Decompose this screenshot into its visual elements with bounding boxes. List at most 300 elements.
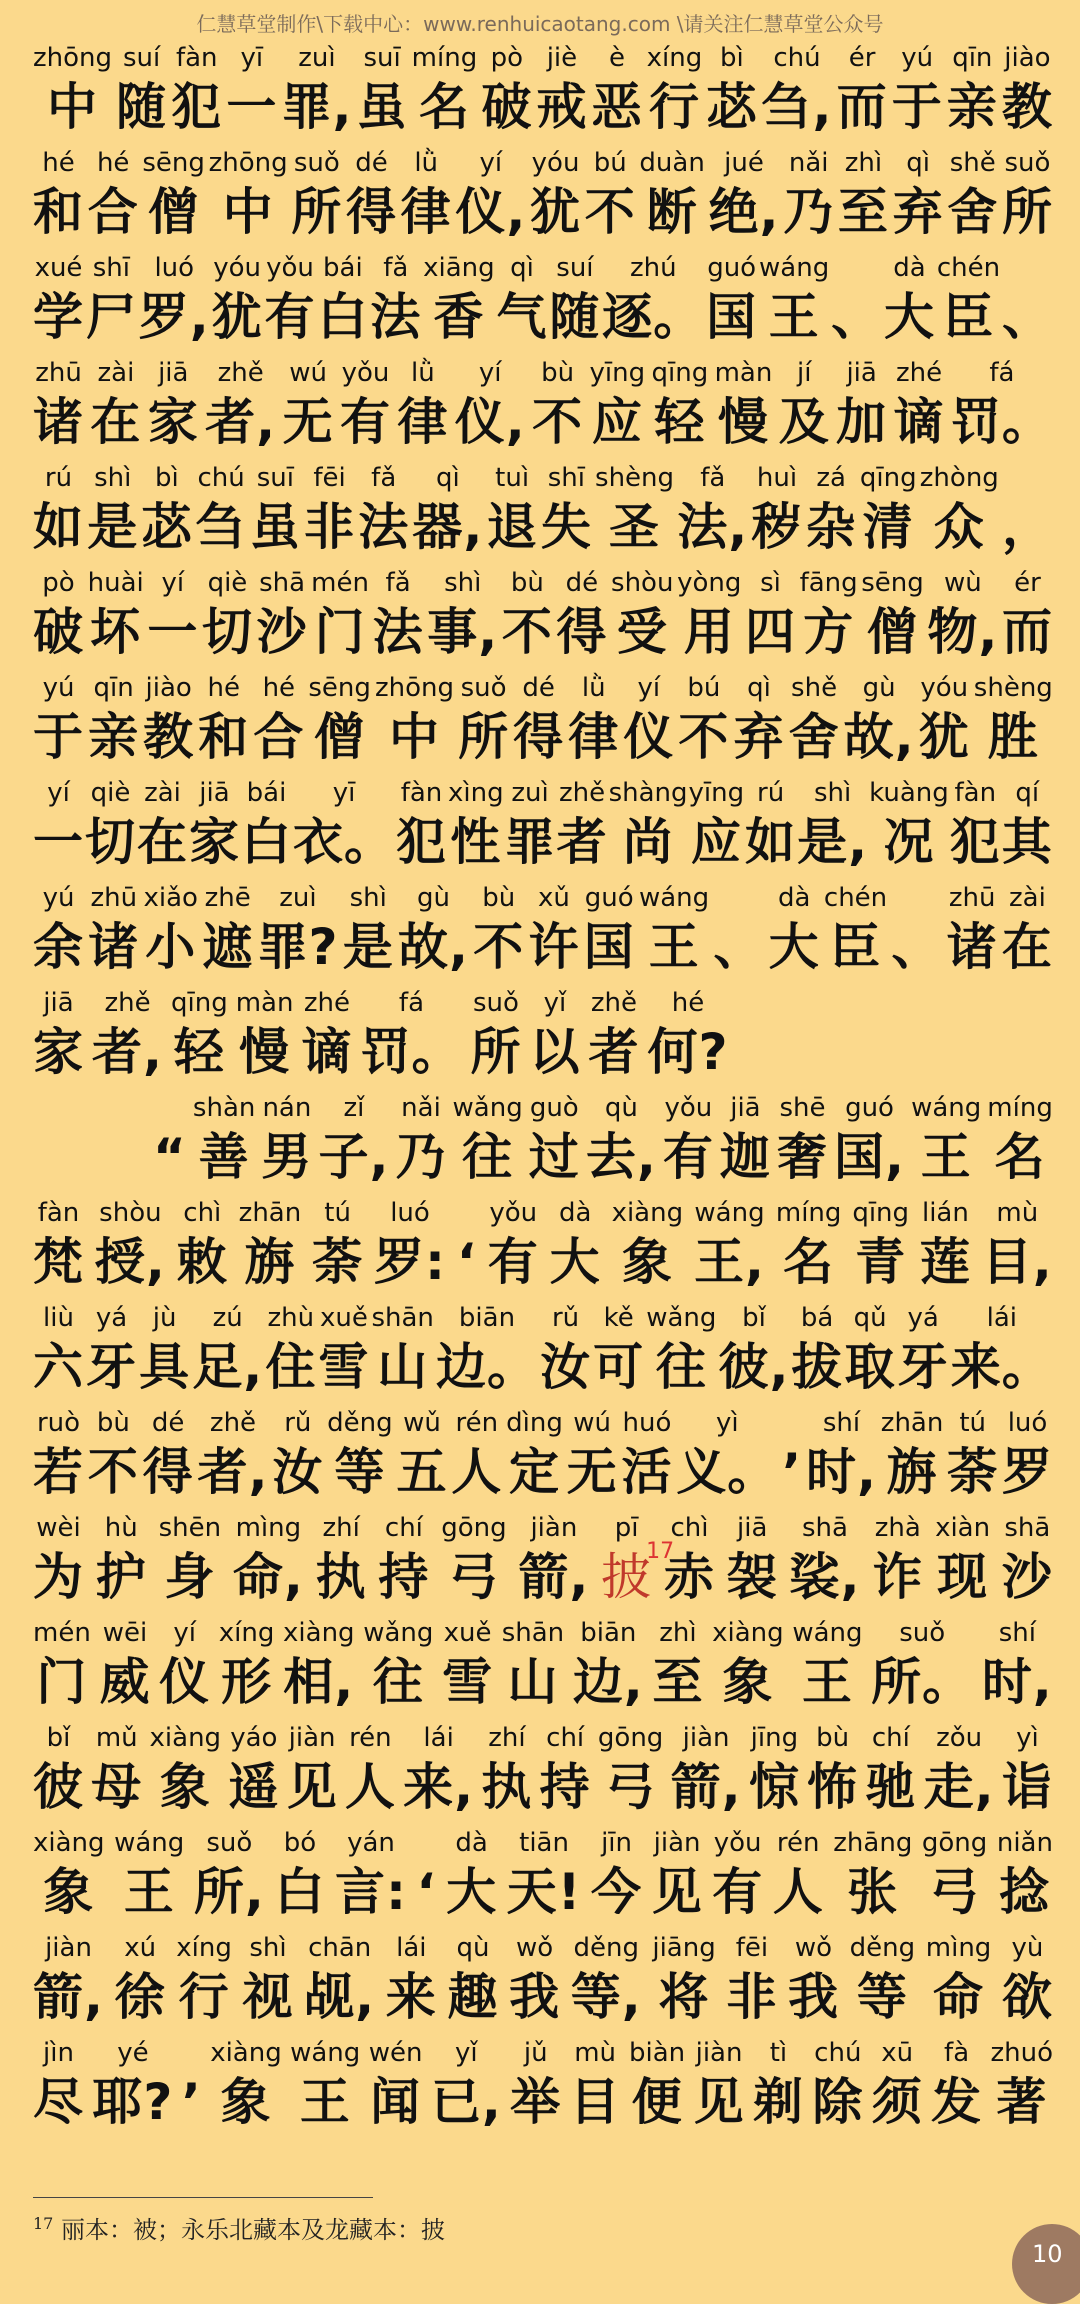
- ruby-char: [202, 878, 253, 976]
- ruby-char: [401, 143, 452, 241]
- hanzi: 诸: [88, 918, 140, 976]
- ruby-char: [505, 773, 556, 871]
- pinyin: zài: [1009, 883, 1046, 913]
- hanzi: 弃: [733, 708, 785, 766]
- pinyin: wén: [368, 2038, 423, 2068]
- ruby-char: [881, 1403, 944, 1501]
- hanzi: 莲: [919, 1233, 971, 1291]
- ruby-char: [182, 2033, 202, 2131]
- ruby-char: [33, 1613, 91, 1711]
- pinyin: yǒu: [266, 253, 314, 283]
- pinyin: guó: [584, 883, 634, 913]
- ruby-char: [591, 1823, 642, 1921]
- hanzi: 失: [540, 498, 592, 556]
- ruby-char: [90, 353, 141, 451]
- pinyin: guò: [529, 1093, 579, 1123]
- ruby-char: [143, 1403, 194, 1501]
- ruby-char: [898, 1298, 949, 1396]
- pinyin: chān: [308, 1933, 372, 1963]
- ruby-char: [253, 668, 304, 766]
- pinyin: bǐ: [46, 1723, 71, 1753]
- hanzi: 雪: [318, 1338, 370, 1396]
- hanzi: 今: [591, 1863, 643, 1921]
- hanzi: 汝: [272, 1443, 324, 1501]
- ruby-char: [441, 1508, 506, 1606]
- hanzi: 时,: [805, 1443, 877, 1501]
- text-line: [33, 1088, 1053, 1193]
- pinyin: shì: [249, 1933, 287, 1963]
- hanzi: 善: [198, 1128, 250, 1186]
- pinyin: qīn: [93, 673, 134, 703]
- pinyin: hù: [104, 1513, 138, 1543]
- hanzi: 法: [358, 498, 410, 556]
- hanzi: 至: [837, 183, 889, 241]
- pinyin: yǐ: [543, 988, 567, 1018]
- pinyin: kuàng: [869, 778, 949, 808]
- text-line: [33, 773, 1053, 878]
- pinyin: pī: [614, 1513, 639, 1543]
- hanzi: 仪,: [454, 393, 526, 451]
- ruby-char: [412, 458, 483, 556]
- ruby-char: [990, 2033, 1053, 2131]
- hanzi: 敕: [176, 1233, 228, 1291]
- pinyin: mén: [311, 568, 369, 598]
- text-line: [33, 353, 1053, 458]
- ruby-char: [861, 563, 924, 661]
- hanzi: 中: [222, 183, 274, 241]
- pinyin: zhì: [659, 1618, 697, 1648]
- pinyin: suǒ: [206, 1828, 253, 1858]
- hanzi: 袈: [726, 1548, 778, 1606]
- ruby-char: [250, 458, 301, 556]
- ruby-char: [374, 1193, 446, 1291]
- ruby-char: [265, 1298, 316, 1396]
- pinyin: biān: [580, 1618, 637, 1648]
- pinyin: yīng: [589, 358, 646, 388]
- hanzi: 性: [450, 813, 502, 871]
- hanzi: 徐: [114, 1968, 166, 2026]
- pinyin: děng: [327, 1408, 393, 1438]
- pinyin: yú: [901, 43, 934, 73]
- pinyin: fǎ: [700, 463, 726, 493]
- pinyin: tú: [959, 1408, 987, 1438]
- hanzi: 而: [836, 78, 888, 136]
- ruby-char: [92, 2033, 173, 2131]
- ruby-char: [198, 668, 249, 766]
- pinyin: shì: [94, 463, 132, 493]
- pinyin: xiāng: [423, 253, 495, 283]
- pinyin: xǔ: [538, 883, 570, 913]
- ruby-char: [892, 38, 943, 136]
- hanzi: 弃: [892, 183, 944, 241]
- pinyin: yí: [637, 673, 661, 703]
- hanzi: 家: [33, 1023, 84, 1081]
- hanzi: 者: [556, 813, 608, 871]
- ruby-char: [776, 1193, 842, 1291]
- pinyin: zhí: [322, 1513, 360, 1543]
- ruby-char: [712, 1823, 763, 1921]
- hanzi: 得: [345, 183, 397, 241]
- ruby-char: [709, 143, 780, 241]
- pinyin: jǔ: [523, 2038, 548, 2068]
- hanzi: 犹: [530, 183, 582, 241]
- ruby-char: [194, 1823, 265, 1921]
- ruby-char: [852, 1193, 909, 1291]
- pinyin: wáng: [759, 253, 830, 283]
- ruby-char: [143, 668, 194, 766]
- ruby-char: [652, 1613, 703, 1711]
- text-line: [33, 143, 1053, 248]
- ruby-char: [792, 1613, 862, 1711]
- hanzi: 等: [334, 1443, 386, 1501]
- ruby-char: [947, 143, 998, 241]
- hanzi: 五: [396, 1443, 448, 1501]
- ruby-char: [210, 2033, 282, 2131]
- pinyin: zhù: [267, 1303, 315, 1333]
- ruby-char: [950, 773, 1001, 871]
- ruby-char: [837, 38, 888, 136]
- pinyin: shòu: [611, 568, 674, 598]
- ruby-char: [871, 1613, 973, 1711]
- hanzi: 白: [317, 288, 369, 346]
- ruby-char: [139, 248, 210, 346]
- hanzi: 事,: [427, 603, 499, 661]
- header-banner: 仁慧草堂制作\下载中心：www.renhuicaotang.com \请关注仁慧草堂公众号: [196, 12, 884, 36]
- hanzi: 家: [189, 813, 240, 871]
- hanzi: 诈: [872, 1548, 924, 1606]
- ruby-char: [116, 38, 167, 136]
- pinyin: hé: [96, 148, 130, 178]
- ruby-char: [872, 2033, 923, 2131]
- hanzi: 清: [862, 498, 914, 556]
- hanzi: ‘: [416, 1863, 437, 1921]
- ruby-char: [202, 563, 253, 661]
- ruby-char: [982, 1193, 1053, 1291]
- ruby-char: [749, 1718, 800, 1816]
- text-line: [33, 1928, 1053, 2033]
- pinyin: jiāng: [652, 1933, 716, 1963]
- hanzi: 可: [593, 1338, 645, 1396]
- pinyin: bù: [96, 1408, 130, 1438]
- hanzi: 亲: [946, 78, 998, 136]
- hanzi: 行: [648, 78, 700, 136]
- hanzi: 一: [147, 603, 199, 661]
- pinyin: shā: [1004, 1513, 1051, 1543]
- hanzi: 罚。: [360, 1023, 463, 1081]
- hanzi: 罚。: [950, 393, 1053, 451]
- pinyin: qǔ: [853, 1303, 887, 1333]
- hanzi: 来: [385, 1968, 437, 2026]
- ruby-char: [536, 38, 587, 136]
- ruby-char: [586, 1088, 657, 1186]
- pinyin: bái: [323, 253, 363, 283]
- hanzi: 有: [264, 288, 316, 346]
- pinyin: dé: [355, 148, 388, 178]
- pinyin: qiè: [207, 568, 248, 598]
- hanzi: 象: [220, 2073, 272, 2131]
- ruby-char: [647, 38, 703, 136]
- hanzi: 律: [397, 393, 449, 451]
- hanzi: 者,: [205, 393, 277, 451]
- hanzi: 护: [95, 1548, 147, 1606]
- ruby-char: pī 披 17: [601, 1508, 652, 1606]
- pinyin: lǜ: [410, 358, 435, 388]
- hanzi: 及: [778, 393, 830, 451]
- pinyin: suǒ: [473, 988, 519, 1018]
- pinyin: xiàng: [712, 1618, 784, 1648]
- pinyin: chì: [183, 1198, 222, 1228]
- ruby-char: [571, 1928, 642, 2026]
- hanzi: 国,: [834, 1128, 906, 1186]
- pinyin: yán: [347, 1828, 395, 1858]
- pinyin: jīn: [601, 1828, 632, 1858]
- pinyin: qì: [510, 253, 534, 283]
- pinyin: jiā: [158, 358, 189, 388]
- ruby-char: [99, 1613, 150, 1711]
- pinyin: guó: [845, 1093, 894, 1123]
- ruby-char: [412, 38, 478, 136]
- pinyin: děng: [849, 1933, 916, 1963]
- ruby-char: [358, 458, 409, 556]
- hanzi: 有: [339, 393, 391, 451]
- ruby-char: [442, 1613, 493, 1711]
- hanzi: 雪: [442, 1653, 494, 1711]
- ruby-char: [588, 983, 639, 1081]
- pinyin: hé: [42, 148, 75, 178]
- pinyin: mù: [996, 1198, 1039, 1228]
- ruby-char: [373, 563, 424, 661]
- ruby-char: [720, 1088, 771, 1186]
- hanzi: 见: [651, 1863, 703, 1921]
- pinyin: chì: [670, 1513, 709, 1543]
- ruby-char: [926, 1928, 992, 2026]
- ruby-char: [33, 2033, 84, 2131]
- pinyin: zhě: [104, 988, 151, 1018]
- hanzi: 许: [528, 918, 580, 976]
- pinyin: qiè: [90, 778, 131, 808]
- pinyin: huì: [756, 463, 798, 493]
- ruby-char: [318, 1298, 369, 1396]
- hanzi: 和: [33, 183, 84, 241]
- hanzi: 披: [601, 1548, 653, 1606]
- pinyin: yú: [42, 883, 75, 913]
- pinyin: fá: [989, 358, 1015, 388]
- pinyin: suǒ: [1004, 148, 1051, 178]
- ruby-char: [1002, 38, 1053, 136]
- pinyin: jiā: [737, 1513, 768, 1543]
- pinyin: tiān: [519, 1828, 569, 1858]
- text-line: [33, 878, 1053, 983]
- pinyin: bì: [719, 43, 744, 73]
- pinyin: pò: [490, 43, 524, 73]
- hanzi: 命: [933, 1968, 985, 2026]
- hanzi: 僧: [867, 603, 919, 661]
- ruby-char: [369, 2033, 423, 2131]
- ruby-char: [241, 773, 292, 871]
- ruby-char: [518, 1508, 589, 1606]
- hanzi: 众: [933, 498, 985, 556]
- hanzi: 大: [768, 918, 820, 976]
- text-line: [33, 983, 1053, 1088]
- hanzi: 边。: [435, 1338, 538, 1396]
- ruby-char: [779, 353, 830, 451]
- pinyin: yé: [117, 2038, 149, 2068]
- hanzi: 以: [529, 1023, 581, 1081]
- hanzi: 门: [36, 1653, 88, 1711]
- ruby-char: [783, 143, 834, 241]
- hanzi: 故,: [843, 708, 915, 766]
- ruby-char: [706, 248, 757, 346]
- ruby-char: [751, 458, 802, 556]
- pinyin: yá: [907, 1303, 939, 1333]
- hanzi: 六: [33, 1338, 84, 1396]
- ruby-char: [507, 1823, 582, 1921]
- pinyin: wǎng: [363, 1618, 434, 1648]
- hanzi: 罗,: [138, 288, 210, 346]
- pinyin: wǎng: [646, 1303, 717, 1333]
- hanzi: 乃: [783, 183, 835, 241]
- hanzi: 尽: [33, 2073, 84, 2131]
- ruby-char: [86, 248, 137, 346]
- hanzi: 法: [372, 603, 424, 661]
- ruby-char: [171, 983, 228, 1081]
- hanzi: 所: [470, 1023, 522, 1081]
- ruby-char: [602, 248, 704, 346]
- ruby-char: [378, 1508, 429, 1606]
- pinyin: zhě: [590, 988, 638, 1018]
- hanzi: 乃: [395, 1128, 447, 1186]
- hanzi: 名: [783, 1233, 835, 1291]
- hanzi: 慢: [717, 393, 769, 451]
- ruby-char: [458, 668, 509, 766]
- ruby-char: [824, 878, 887, 976]
- pinyin: xiàng: [149, 1723, 222, 1753]
- ruby-char: [663, 1088, 714, 1186]
- ruby-char: [935, 1508, 990, 1606]
- hanzi: 法,: [677, 498, 749, 556]
- ruby-char: [769, 878, 820, 976]
- hanzi: 法: [370, 288, 422, 346]
- ruby-char: [502, 563, 553, 661]
- ruby-char: [446, 1823, 497, 1921]
- hanzi: 和: [198, 708, 250, 766]
- ruby-char: [431, 2033, 502, 2131]
- ruby-char: [1002, 1403, 1053, 1501]
- hanzi: 现: [937, 1548, 989, 1606]
- pinyin: bǐ: [742, 1303, 766, 1333]
- hanzi: 驰: [865, 1758, 917, 1816]
- ruby-char: [88, 563, 144, 661]
- hanzi: 如: [745, 813, 797, 871]
- pinyin: jù: [152, 1303, 177, 1333]
- ruby-char: [510, 2033, 561, 2131]
- pinyin: nán: [262, 1093, 312, 1123]
- pinyin: jiào: [1004, 43, 1051, 73]
- hanzi: 余: [33, 918, 84, 976]
- pinyin: màn: [235, 988, 294, 1018]
- hanzi: 子,: [318, 1128, 390, 1186]
- hanzi: ，: [1002, 498, 1053, 556]
- hanzi: 执: [315, 1548, 367, 1606]
- ruby-char: [283, 353, 334, 451]
- hanzi: 得: [556, 603, 608, 661]
- ruby-char: [652, 1928, 715, 2026]
- pinyin: wēi: [102, 1618, 148, 1648]
- ruby-char: [33, 563, 84, 661]
- ruby-char: [611, 563, 673, 661]
- ruby-char: [773, 1823, 824, 1921]
- ruby-char: [304, 1928, 375, 2026]
- ruby-char: [283, 1613, 355, 1711]
- pinyin: suǒ: [460, 673, 507, 703]
- pinyin: zài: [97, 358, 135, 388]
- pinyin: jiè: [546, 43, 578, 73]
- hanzi: 大: [549, 1233, 601, 1291]
- ruby-char: [272, 1403, 323, 1501]
- hanzi: 者: [588, 1023, 640, 1081]
- hanzi: 仪: [623, 708, 675, 766]
- hanzi: 在: [90, 393, 142, 451]
- pinyin: ér: [1014, 568, 1041, 598]
- ruby-char: [792, 1298, 843, 1396]
- pinyin: lái: [423, 1723, 454, 1753]
- hanzi: 王: [299, 2073, 351, 2131]
- hanzi: 谪: [301, 1023, 353, 1081]
- hanzi: 威: [99, 1653, 151, 1711]
- hanzi: 等: [856, 1968, 908, 2026]
- hanzi: 白: [274, 1863, 326, 1921]
- hanzi: 过: [528, 1128, 580, 1186]
- pinyin: rú: [44, 463, 73, 493]
- ruby-char: [92, 983, 163, 1081]
- hanzi: 加: [836, 393, 888, 451]
- ruby-char: [473, 878, 524, 976]
- pinyin: shí: [998, 1618, 1036, 1648]
- hanzi: 白: [241, 813, 292, 871]
- hanzi: 杂: [805, 498, 857, 556]
- hanzi: 而: [1002, 603, 1053, 661]
- ruby-char: [239, 1193, 302, 1291]
- pinyin: ér: [848, 43, 876, 73]
- pinyin: qīn: [952, 43, 993, 73]
- pinyin: biān: [458, 1303, 516, 1333]
- pinyin: mìng: [925, 1933, 992, 1963]
- pinyin: tì: [769, 2038, 788, 2068]
- hanzi: 家: [147, 393, 199, 451]
- hanzi: 命,: [232, 1548, 304, 1606]
- pinyin: xiǎo: [143, 883, 198, 913]
- ruby-char: [797, 773, 868, 871]
- hanzi: 非: [726, 1968, 778, 2026]
- hanzi: 欲: [1001, 1968, 1053, 2026]
- hanzi: 箭,: [518, 1548, 590, 1606]
- pinyin: zhuó: [990, 2038, 1053, 2068]
- hanzi: 持: [539, 1758, 591, 1816]
- ruby-char: [612, 1193, 684, 1291]
- hanzi: 等,: [570, 1968, 642, 2026]
- ruby-char: [530, 143, 581, 241]
- ruby-char: [293, 773, 395, 871]
- ruby-char: [568, 668, 619, 766]
- ruby-char: [96, 1508, 147, 1606]
- hanzi: 用: [683, 603, 735, 661]
- text-line: [33, 248, 1053, 353]
- hanzi: 气: [496, 288, 548, 346]
- hanzi: 活: [621, 1443, 673, 1501]
- pinyin: míng: [987, 1093, 1053, 1123]
- ruby-char: [33, 1298, 84, 1396]
- ruby-char: [196, 458, 247, 556]
